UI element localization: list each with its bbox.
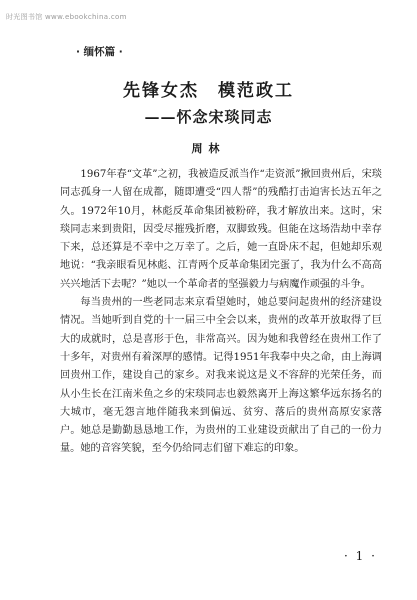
page-number: · 1 ·	[344, 549, 377, 563]
body-paragraph: 1967年春“文革”之初，我被造反派当作“走资派”揪回贵州后，宋琰同志孤身一人留在成都，随即遭受“四人帮”的残酷打击迫害长达五年之久。1972年10月，林彪反革命集团被粉碎，我才解放出来。这时，宋琰同志来到贵阳，因受尽摧残折磨，双脚致残。但能在这场浩劫中幸存下来，总还算是不幸中之万幸了。之后，她一直卧床不起，但她却乐观地说：“我亲眼看见林彪、江青两个反革命集团完蛋了，我为什么不高高兴兴地活下去呢？”她以一个革命者的坚强毅力与病魔作顽强的斗争。	[60, 169, 382, 290]
watermark-text: 时光图书馆 www.ebookchina.com	[6, 13, 127, 21]
body-paragraph: 每当贵州的一些老同志来京看望她时，她总要问起贵州的经济建设情况。当她听到自党的十一届三中全会以来，贵州的改革开放取得了巨大的成就时，总是喜形于色，非常高兴。因为她和我曾经在贵州工作了十多年，对贵州有着深厚的感情。记得1951年我奉中央之命，由上海调回贵州工作，建设自己的家乡。对我来说这是义不容辞的光荣任务，而从小生长在江南米鱼之乡的宋琰同志也毅然离开上海这繁华远东扬名的大城市，毫无怨言地伴随我来到偏远、贫穷、落后的贵州高原安家落户。她总是勤勤恳恳地工作，为贵州的工业建设贡献出了自己的一份力量。她的音容笑貌，至今仍给同志们留下难忘的印象。	[60, 297, 382, 455]
author-name: 周林	[191, 142, 226, 155]
article-subtitle: ——怀念宋琰同志	[144, 108, 273, 126]
column-tag: · 缅怀篇 ·	[76, 46, 123, 58]
article-title: 先锋女杰 模范政工	[123, 81, 294, 101]
article-body	[60, 166, 382, 459]
